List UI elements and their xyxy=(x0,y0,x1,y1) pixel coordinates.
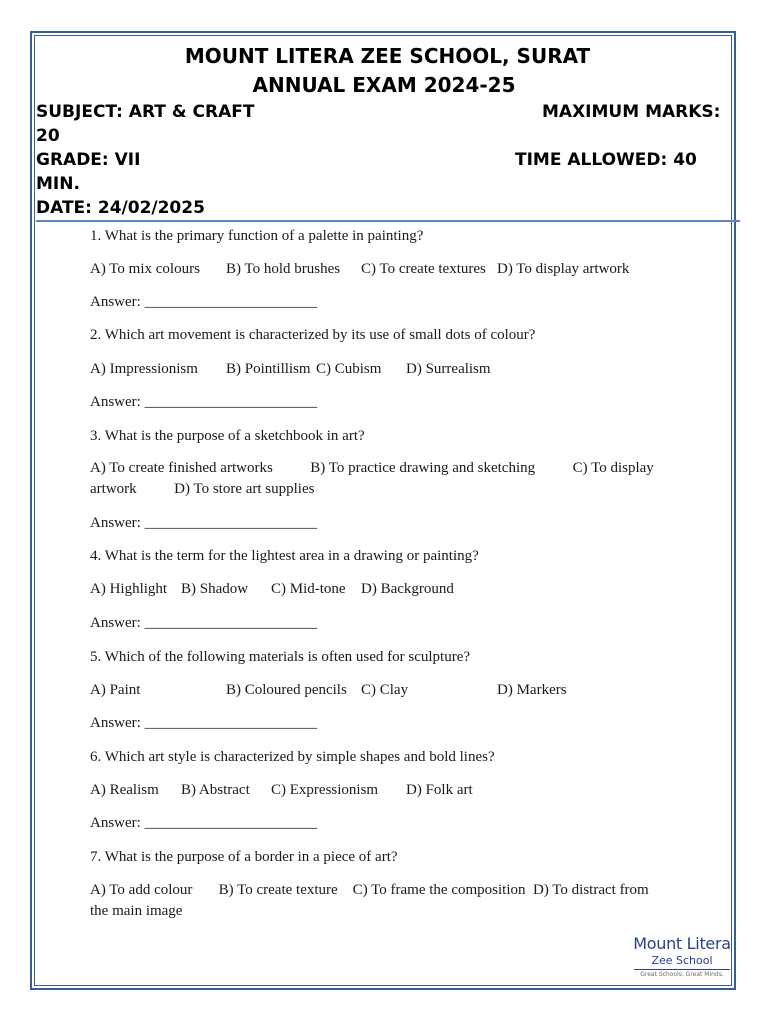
option-a: A) Impressionism xyxy=(90,361,198,377)
option-c: C) To create textures xyxy=(361,261,486,277)
option-d: D) Background xyxy=(361,581,454,597)
logo-line-1: Mount Litera xyxy=(633,934,731,953)
answer-line: Answer: _______________________ xyxy=(90,715,318,731)
question-options xyxy=(90,359,690,380)
question-text: 4. What is the term for the lightest area in a drawing or painting? xyxy=(90,548,479,564)
option-d: D) Markers xyxy=(497,682,567,698)
option-b: B) To hold brushes xyxy=(226,261,341,277)
question-text: 1. What is the primary function of a palette in painting? xyxy=(90,228,424,244)
school-name: MOUNT LITERA ZEE SCHOOL, SURAT xyxy=(184,44,591,68)
option-b: B) Coloured pencils xyxy=(226,682,347,698)
option-d: D) To display artwork xyxy=(497,261,630,277)
question-text: 7. What is the purpose of a border in a piece of art? xyxy=(90,849,398,865)
question-text: 5. Which of the following materials is often used for sculpture? xyxy=(90,649,471,665)
option-b: B) Abstract xyxy=(181,782,250,798)
exam-title: ANNUAL EXAM 2024-25 xyxy=(252,73,516,97)
question-text: 6. Which art style is characterized by simple shapes and bold lines? xyxy=(90,749,495,765)
option-a: A) Paint xyxy=(90,682,141,698)
header-divider xyxy=(36,220,740,222)
answer-line: Answer: _______________________ xyxy=(90,515,318,531)
answer-line: Answer: _______________________ xyxy=(90,815,318,831)
question-options xyxy=(90,680,690,701)
max-marks-label: MAXIMUM MARKS: xyxy=(542,102,721,122)
exam-date: DATE: 24/02/2025 xyxy=(36,198,205,218)
school-logo xyxy=(632,934,732,986)
max-marks-value: 20 xyxy=(36,126,60,146)
time-unit: MIN. xyxy=(36,174,80,194)
question-options: A) To add colour B) To create texture C) To frame the composition D) To distract from the main image xyxy=(90,882,653,919)
logo-tagline: Great Schools. Great Minds. xyxy=(640,971,724,978)
option-b: B) Pointillism xyxy=(226,361,311,377)
option-a: A) To mix colours xyxy=(90,261,200,277)
answer-line: Answer: _______________________ xyxy=(90,294,318,310)
exam-header xyxy=(36,42,732,220)
logo-divider xyxy=(634,969,730,970)
option-c: C) Mid-tone xyxy=(271,581,346,597)
question-options: A) To create finished artworks B) To practice drawing and sketching C) To display artwork D) To store art supplies xyxy=(90,460,658,497)
question-options xyxy=(90,259,690,280)
option-d: D) Surrealism xyxy=(406,361,491,377)
option-a: A) Highlight xyxy=(90,581,168,597)
option-a: A) Realism xyxy=(90,782,159,798)
question-options xyxy=(90,780,690,801)
logo-line-2: Zee School xyxy=(651,954,713,967)
grade-label: GRADE: VII xyxy=(36,150,141,170)
option-b: B) Shadow xyxy=(181,581,249,597)
time-allowed-label: TIME ALLOWED: 40 xyxy=(515,150,697,170)
option-c: C) Expressionism xyxy=(271,782,379,798)
exam-meta xyxy=(36,100,732,220)
subject-label: SUBJECT: ART & CRAFT xyxy=(36,102,255,122)
option-c: C) Cubism xyxy=(316,361,382,377)
question-text: 2. Which art movement is characterized by its use of small dots of colour? xyxy=(90,327,536,343)
option-d: D) Folk art xyxy=(406,782,473,798)
answer-line: Answer: _______________________ xyxy=(90,615,318,631)
question-text: 3. What is the purpose of a sketchbook in art? xyxy=(90,428,365,444)
answer-line: Answer: _______________________ xyxy=(90,394,318,410)
option-c: C) Clay xyxy=(361,682,409,698)
question-options xyxy=(90,579,690,600)
